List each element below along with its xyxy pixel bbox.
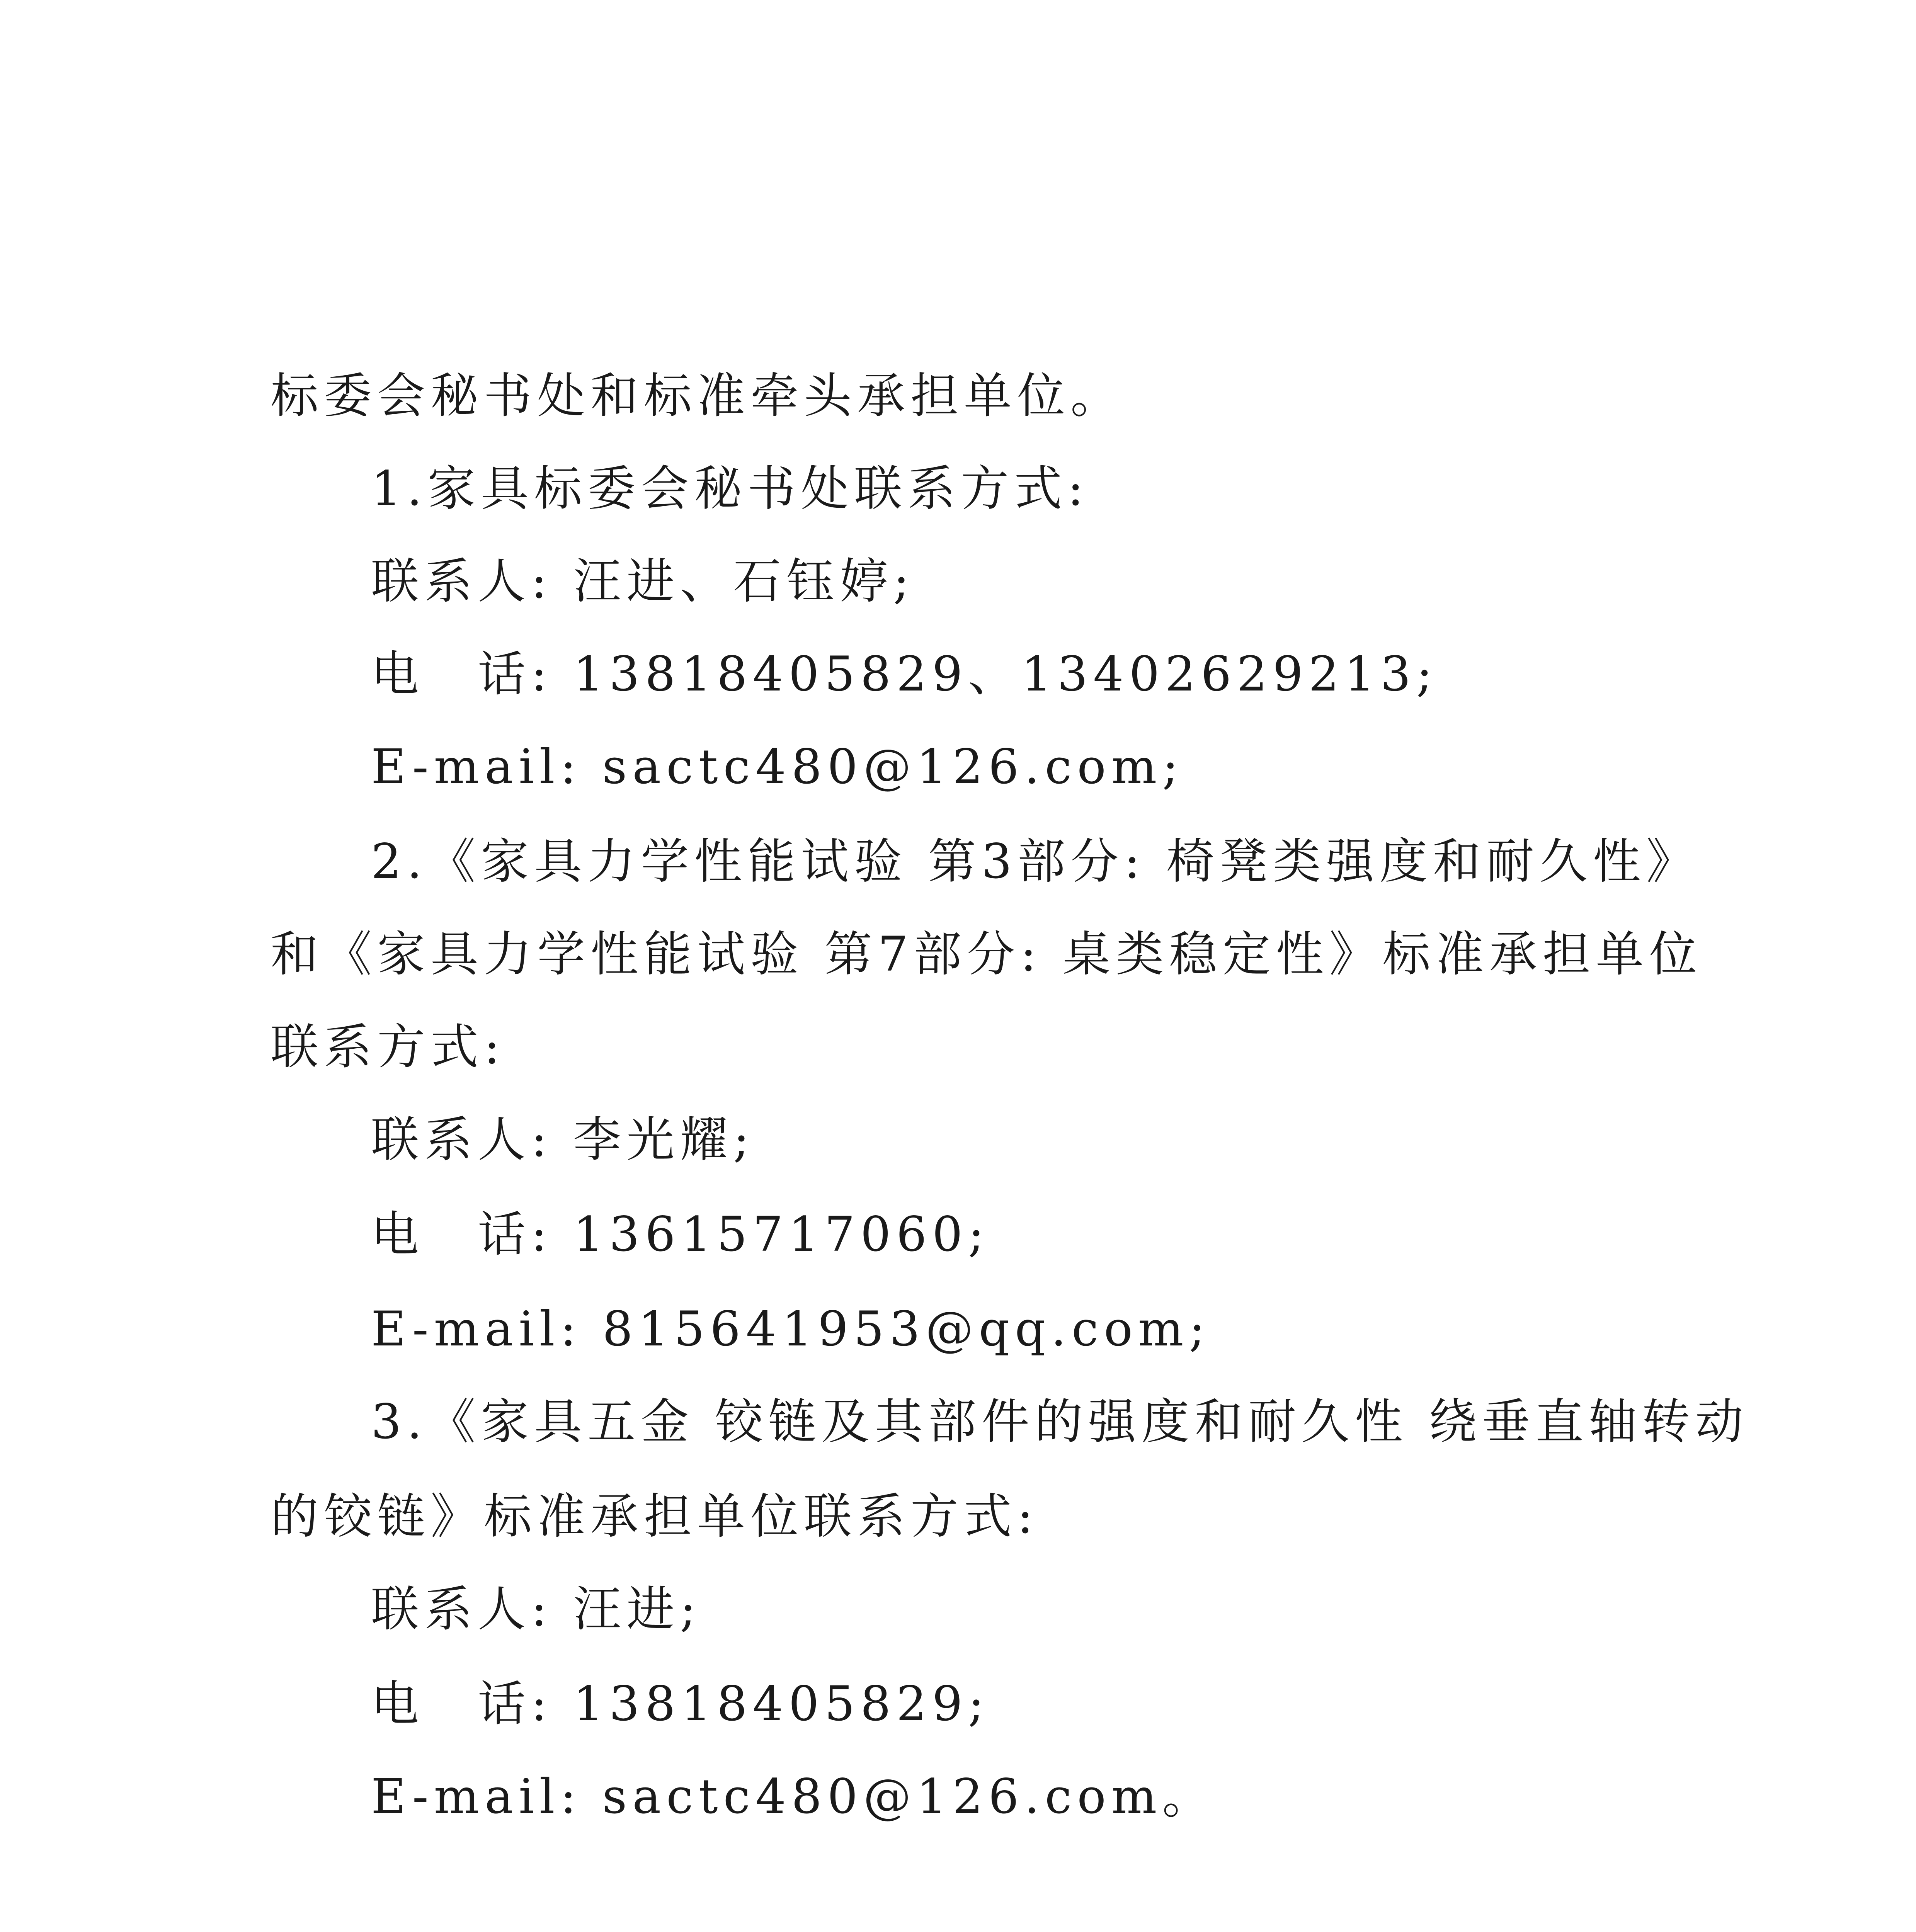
paragraph-intro-tail: 标委会秘书处和标准牵头承担单位。 [271, 368, 1124, 424]
section-2-heading-line-1: 2.《家具力学性能试验 第3部分: 椅凳类强度和耐久性》 [371, 834, 1700, 889]
section-1-contact-person: 联系人: 汪进、石钰婷; [371, 554, 915, 609]
section-3-email: E-mail: sactc480@126.com。 [371, 1769, 1216, 1825]
section-1-phone: 电 话: 13818405829、13402629213; [371, 646, 1438, 702]
section-1-email: E-mail: sactc480@126.com; [371, 739, 1184, 795]
section-2-phone: 电 话: 13615717060; [371, 1207, 990, 1262]
section-2-heading-line-3: 联系方式: [271, 1019, 505, 1075]
section-2-email: E-mail: 815641953@qq.com; [371, 1301, 1211, 1357]
section-3-phone: 电 话: 13818405829; [371, 1676, 990, 1732]
section-3-heading-line-1: 3.《家具五金 铰链及其部件的强度和耐久性 绕垂直轴转动 [371, 1394, 1749, 1450]
section-3-heading-line-2: 的铰链》标准承担单位联系方式: [271, 1489, 1039, 1544]
section-3-contact-person: 联系人: 汪进; [371, 1582, 701, 1637]
section-2-heading-line-2: 和《家具力学性能试验 第7部分: 桌类稳定性》标准承担单位 [271, 927, 1703, 982]
section-2-contact-person: 联系人: 李光耀; [371, 1112, 755, 1168]
section-1-heading: 1.家具标委会秘书处联系方式: [371, 461, 1089, 517]
